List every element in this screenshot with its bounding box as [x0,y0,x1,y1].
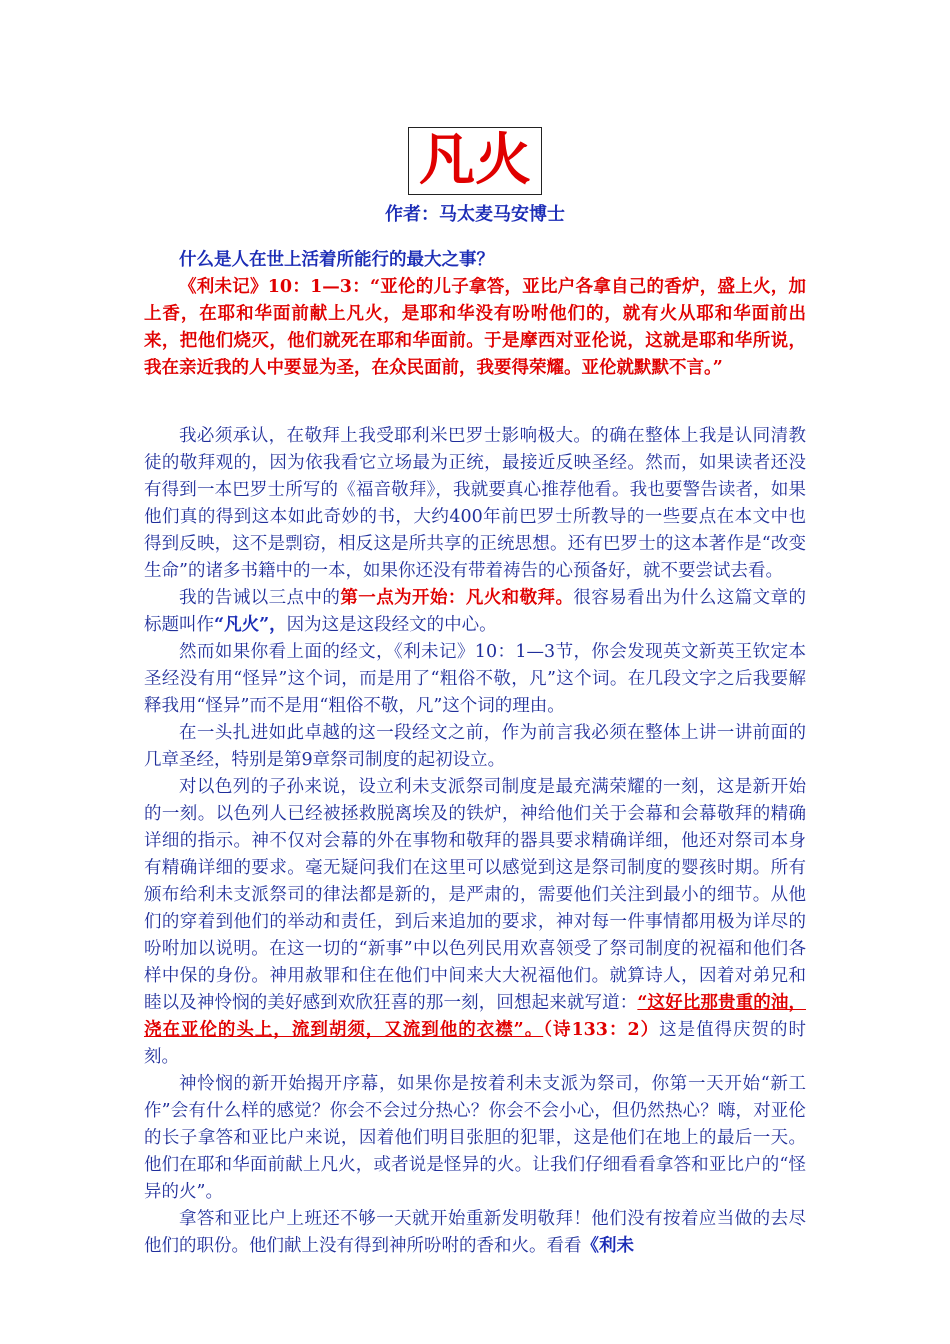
p5-psalm-ref: （诗133：2） [543,1020,660,1040]
paragraph-2 [144,585,806,639]
scripture-quote: 《利未记》10：1—3：“亚伦的儿子拿答，亚比户各拿自己的香炉，盛上火，加上香，在耶和华面前献上凡火，是耶和华没有吩咐他们的，就有火从耶和华面前出来，把他们烧灭，他们就死在耶和华面前。于是摩西对亚伦说，这就是耶和华所说，我在亲近我的人中要显为圣，在众民面前，我要得荣耀。亚伦就默默不言。” [144,277,806,378]
intro-section [144,247,806,382]
opening-question: 什么是人在世上活着所能行的最大之事？ [179,250,494,270]
paragraph-4: 在一头扎进如此卓越的这一段经文之前，作为前言我必须在整体上讲一讲前面的几章圣经，特别是第9章祭司制度的起初设立。 [144,723,806,770]
document-title: 凡火 [408,127,542,195]
author-line: 作者：马太麦马安博士 [385,204,565,225]
p5-psalm-quote: “这好比那贵重的油，浇在亚伦的头上，流到胡须，又流到他的衣襟”。 [144,993,807,1040]
paragraph-3: 然而如果你看上面的经文，《利未记》10：1—3节，你会发现英文新英王钦定本圣经没有用“怪异”这个词，而是用了“粗俗不敬，凡”这个词。在几段文字之后我要解释我用“怪异”而不是用“粗俗不敬，凡”这个词的理由。 [144,642,806,716]
paragraph-6: 神怜悯的新开始揭开序幕，如果你是按着利未支派为祭司，你第一天开始“新工作”会有什么样的感觉？你会不会过分热心？你会不会小心，但仍然热心？嗨，对亚伦的长子拿答和亚比户来说，因着他们明目张胆的犯罪，这是他们在地上的最后一天。他们在耶和华面前献上凡火，或者说是怪异的火。让我们仔细看看拿答和亚比户的“怪异的火”。 [144,1074,806,1202]
p2-text-e: 因为这是这段经文的中心。 [286,615,497,635]
paragraph-5 [144,774,806,1071]
p2-title-ref: “凡火”， [214,615,287,635]
p2-text-c: 很容易看出为什么这篇文章的标题叫作 [144,588,807,635]
p2-highlight-point: 第一点为开始：凡火和敬拜。 [340,588,574,608]
p2-text-a: 我的告诫以三点中的 [179,588,341,608]
title-wrapper [0,127,950,195]
main-text [144,423,806,1260]
paragraph-7 [144,1206,806,1260]
p5-text-d: 这是值得庆贺的时刻。 [144,1020,806,1067]
p7-text-a: 拿答和亚比户上班还不够一天就开始重新发明敬拜！他们没有按着应当做的去尽他们的职份。他们献上没有得到神所吩咐的香和火。看看 [144,1209,806,1256]
p7-book-ref: 《利未 [581,1236,634,1256]
p5-text-a: 对以色列的子孙来说，设立利未支派祭司制度是最充满荣耀的一刻，这是新开始的一刻。以色列人已经被拯救脱离埃及的铁炉，神给他们关于会幕和会幕敬拜的精确详细的指示。神不仅对会幕的外在事物和敬拜的器具要求精确详细，他还对祭司本身有精确详细的要求。毫无疑问我们在这里可以感觉到这是祭司制度的婴孩时期。所有颁布给利未支派祭司的律法都是新的，是严肃的，需要他们关注到最小的细节。从他们的穿着到他们的举动和责任，到后来追加的要求，神对每一件事情都用极为详尽的吩咐加以说明。在这一切的“新事”中以色列民用欢喜领受了祭司制度的祝福和他们各样中保的身份。神用赦罪和住在他们中间来大大祝福他们。就算诗人，因着对弟兄和睦以及神怜悯的美好感到欢欣狂喜的那一刻，回想起来就写道： [144,777,806,1013]
paragraph-1: 我必须承认，在敬拜上我受耶利米巴罗士影响极大。的确在整体上我是认同清教徒的敬拜观的，因为依我看它立场最为正统，最接近反映圣经。然而，如果读者还没有得到一本巴罗士所写的《福音敬拜》，我就要真心推荐他看。我也要警告读者，如果他们真的得到这本如此奇妙的书，大约400年前巴罗士所教导的一些要点在本文中也得到反映，这不是剽窃，相反这是所共享的正统思想。还有巴罗士的这本著作是“改变生命”的诸多书籍中的一本，如果你还没有带着祷告的心预备好，就不要尝试去看。 [144,426,806,581]
